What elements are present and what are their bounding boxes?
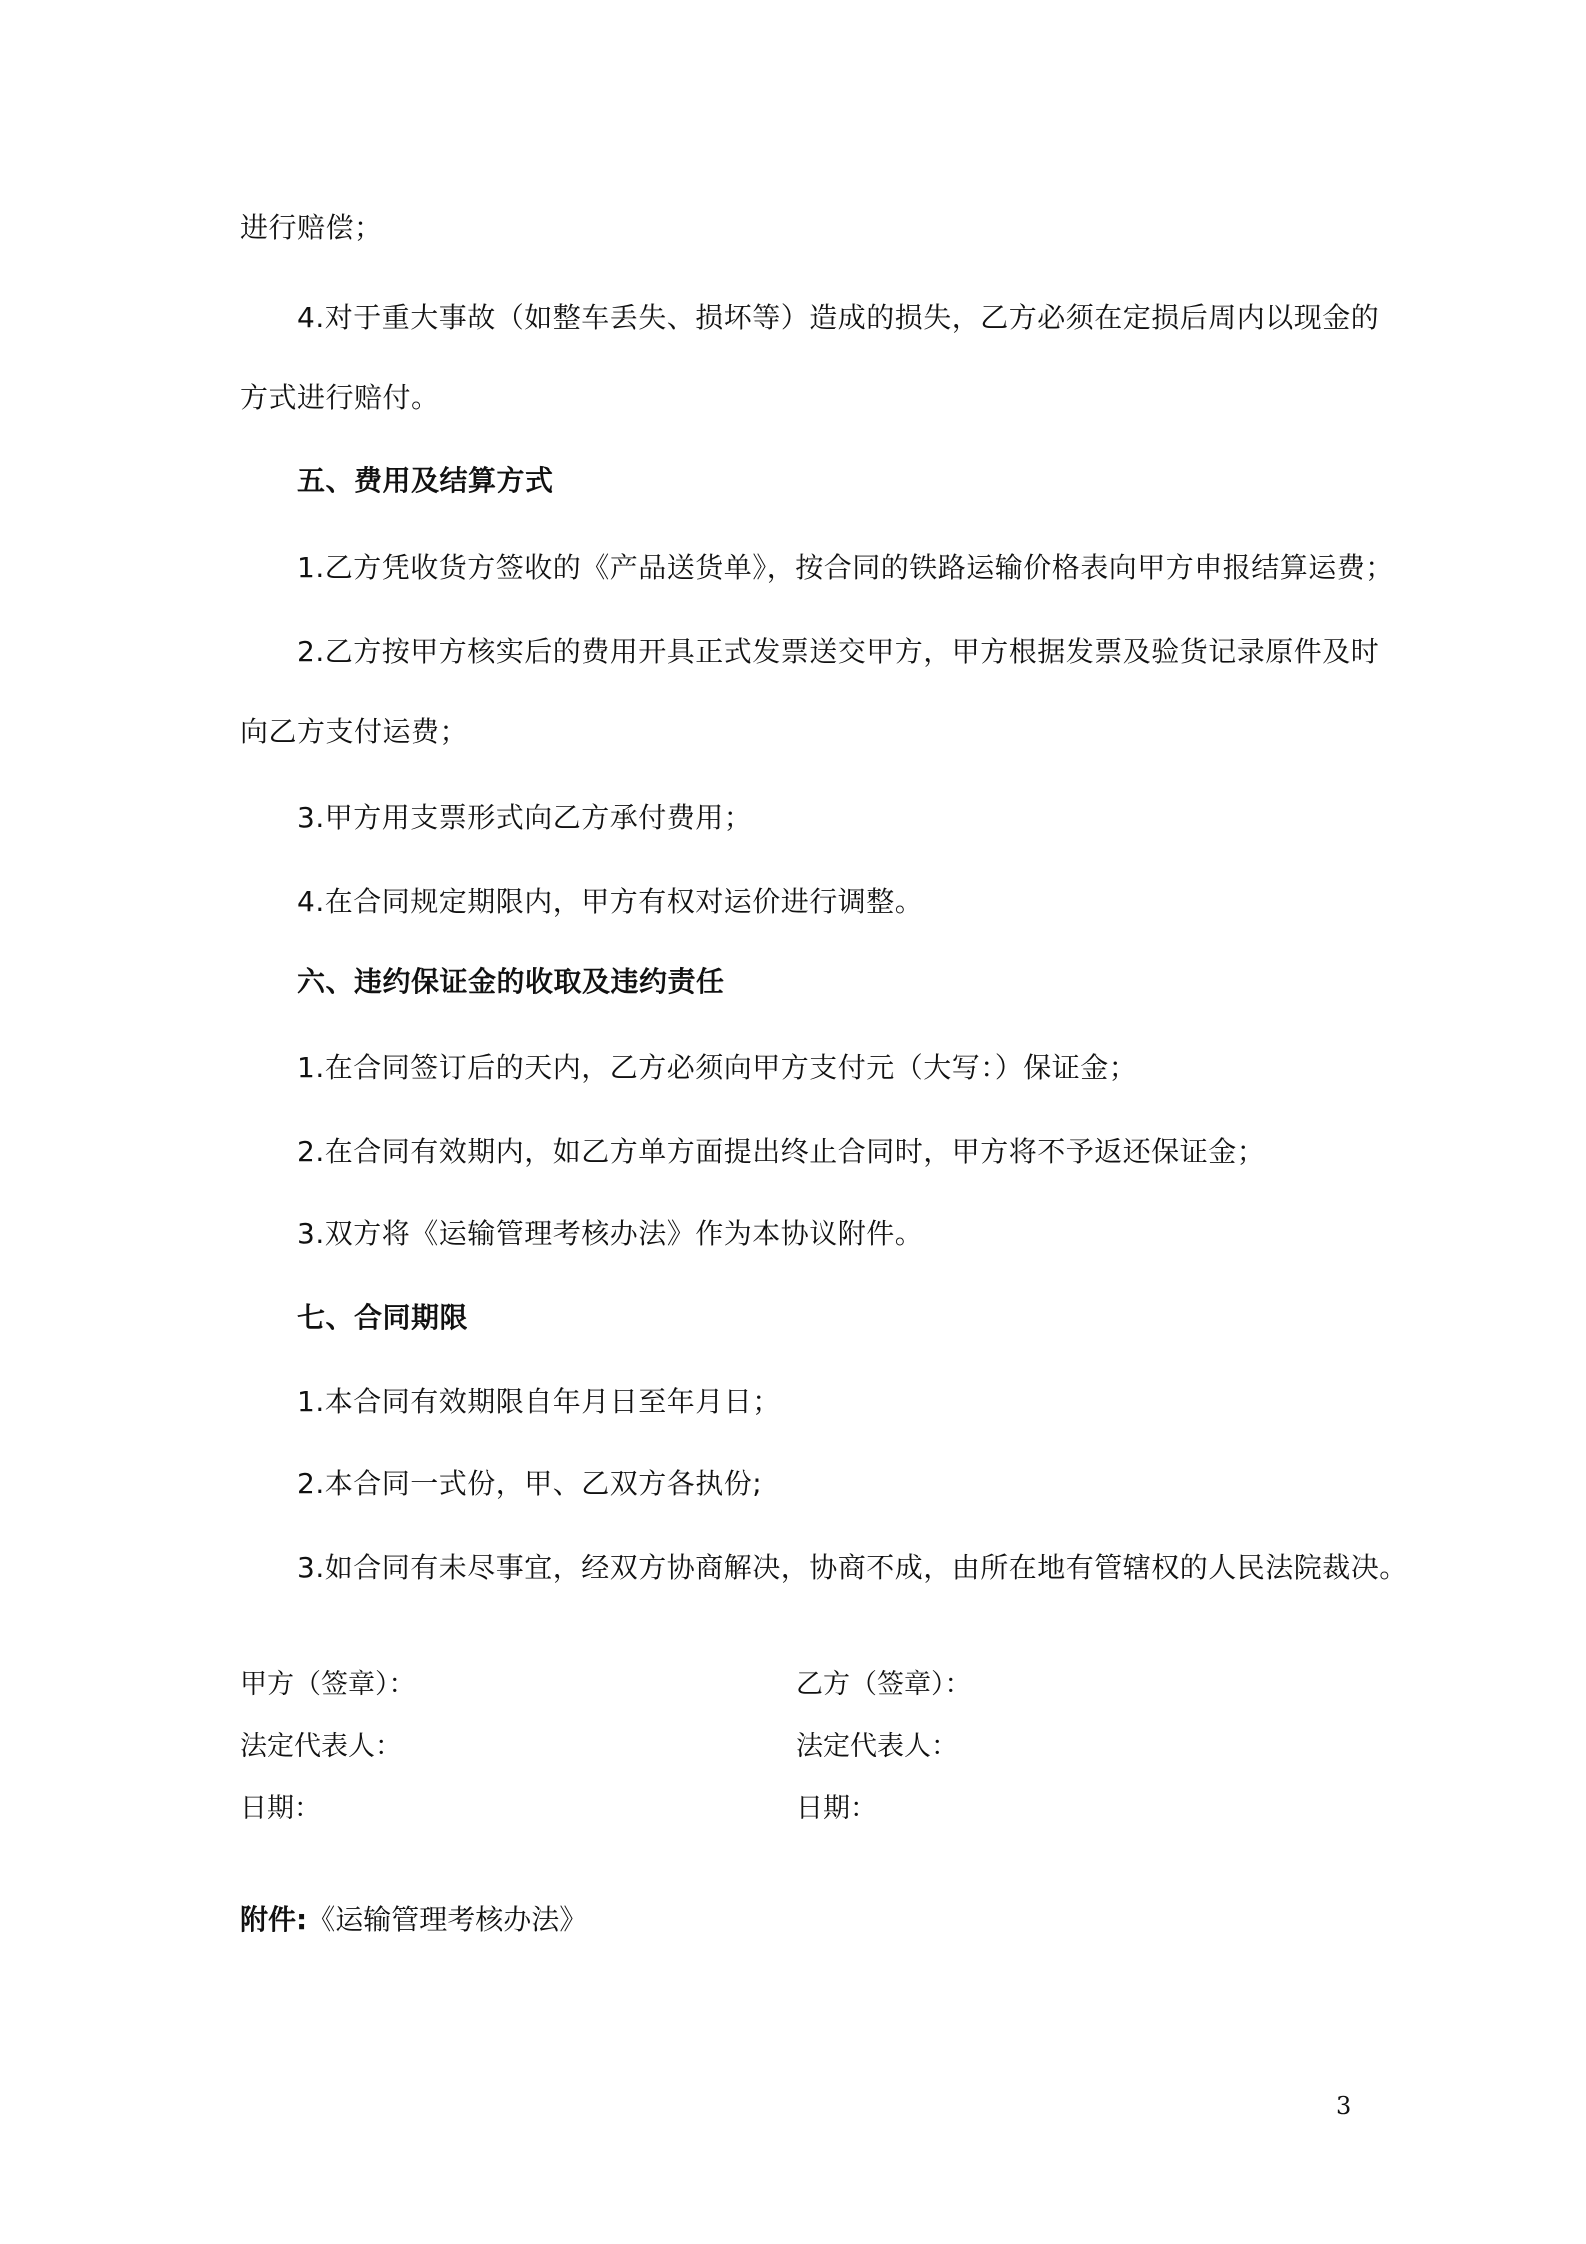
party-a-date: 日期：: [240, 1793, 321, 1824]
section7-item3: 3.如合同有未尽事宜，经双方协商解决，协商不成，由所在地有管辖权的人民法院裁决。: [297, 1551, 1408, 1584]
clause4-item4-line2: 方式进行赔付。: [240, 381, 440, 414]
section5-item2-line1: 2.乙方按甲方核实后的费用开具正式发票送交甲方，甲方根据发票及验货记录原件及时: [297, 635, 1380, 668]
attachment-line: [240, 1902, 587, 1938]
section6-item2: 2.在合同有效期内，如乙方单方面提出终止合同时，甲方将不予返还保证金；: [297, 1135, 1266, 1168]
attachment-label: 附件:: [240, 1903, 308, 1936]
section7-item1: 1.本合同有效期限自年月日至年月日；: [297, 1385, 781, 1418]
clause4-continuation: 进行赔偿；: [240, 211, 383, 244]
party-a-seal: 甲方（签章）：: [240, 1669, 416, 1700]
section5-item4: 4.在合同规定期限内，甲方有权对运价进行调整。: [297, 885, 924, 918]
section6-item1: 1.在合同签订后的天内，乙方必须向甲方支付元（大写：）保证金；: [297, 1051, 1138, 1084]
section7-title: 七、合同期限: [297, 1301, 469, 1334]
section7-item2: 2.本合同一式份，甲、乙双方各执份;: [297, 1467, 763, 1500]
attachment-title: 《运输管理考核办法》: [307, 1903, 588, 1936]
party-b-date: 日期：: [796, 1793, 877, 1824]
section6-item3: 3.双方将《运输管理考核办法》作为本协议附件。: [297, 1217, 924, 1250]
party-b-seal: 乙方（签章）：: [796, 1669, 972, 1700]
party-a-representative: 法定代表人：: [240, 1731, 402, 1762]
section5-title: 五、费用及结算方式: [297, 464, 554, 497]
section5-item1: 1.乙方凭收货方签收的《产品送货单》，按合同的铁路运输价格表向甲方申报结算运费；: [297, 551, 1394, 584]
page-number: 3: [1336, 2092, 1352, 2120]
party-b-representative: 法定代表人：: [796, 1731, 958, 1762]
clause4-item4-line1: 4.对于重大事故（如整车丢失、损坏等）造成的损失，乙方必须在定损后周内以现金的: [297, 301, 1380, 334]
section5-item3: 3.甲方用支票形式向乙方承付费用；: [297, 801, 753, 834]
section5-item2-line2: 向乙方支付运费；: [240, 715, 469, 748]
section6-title: 六、违约保证金的收取及违约责任: [297, 965, 725, 998]
